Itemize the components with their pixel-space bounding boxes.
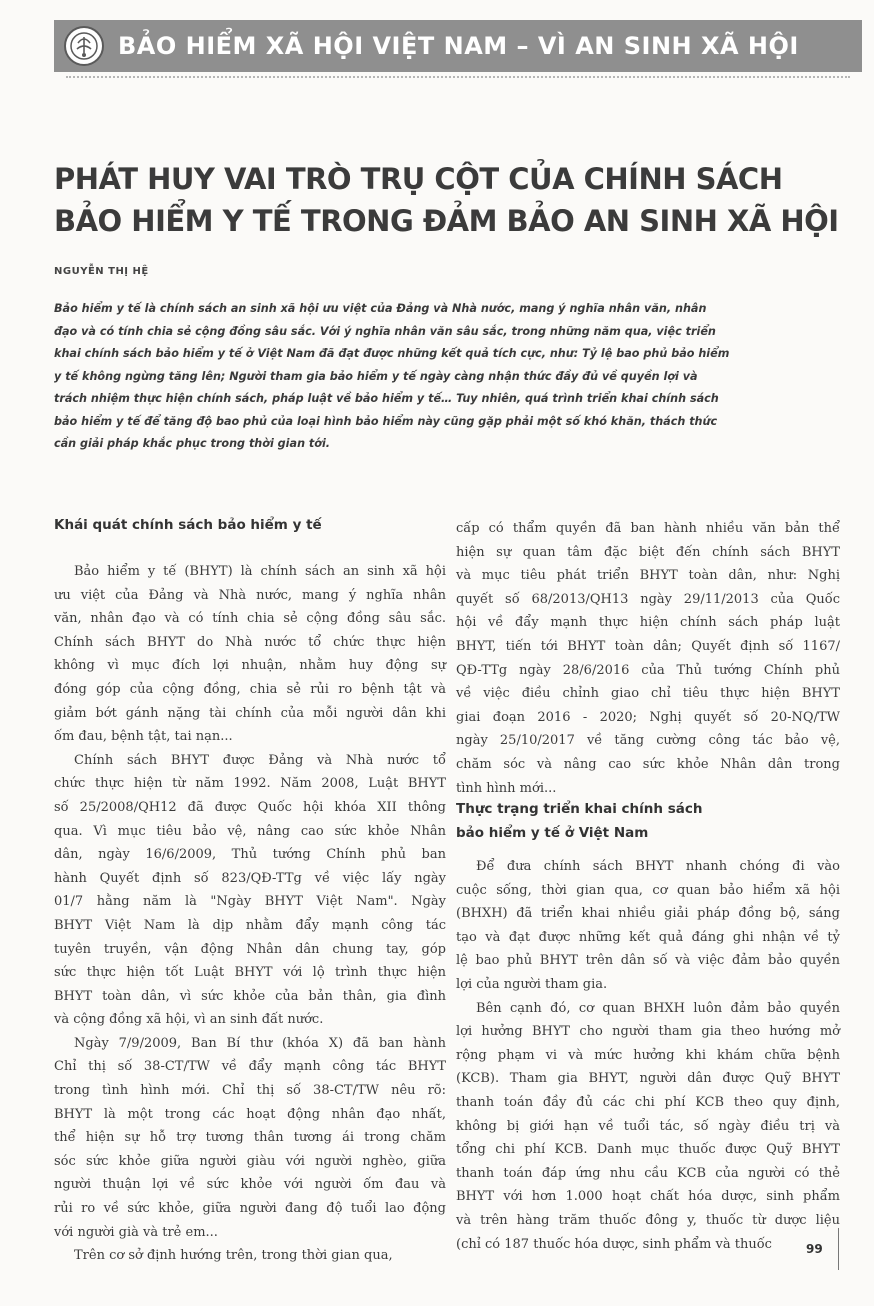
- abstract: [54, 298, 730, 456]
- abstract-line: khai chính sách bảo hiểm y tế ở Việt Nam đã đạt được những kết quả tích cực, như: Tỷ lệ bao phủ bảo hiểm: [54, 347, 730, 360]
- body-line: rộng phạm vi và mức hưởng khi khám chữa bệnh: [456, 1047, 840, 1063]
- body-line: cuộc sống, thời gian qua, cơ quan bảo hiểm xã hội: [456, 882, 840, 898]
- banner-title: BẢO HIỂM XÃ HỘI VIỆT NAM – VÌ AN SINH XÃ HỘI: [118, 32, 799, 60]
- body-line: hành Quyết định số 823/QĐ-TTg về việc lấy ngày: [54, 870, 446, 886]
- body-line: và cộng đồng xã hội, vì an sinh đất nước.: [54, 1012, 324, 1028]
- body-line: không bị giới hạn về tuổi tác, số ngày điều trị và: [456, 1118, 840, 1134]
- article-title: [54, 158, 839, 242]
- body-line: ốm đau, bệnh tật, tai nạn...: [54, 729, 233, 745]
- body-line: BHYT, tiến tới BHYT toàn dân; Quyết định số 1167/: [456, 638, 840, 654]
- body-line: lợi của người tham gia.: [456, 976, 608, 992]
- header-divider: [66, 76, 850, 78]
- abstract-line: Bảo hiểm y tế là chính sách an sinh xã hội ưu việt của Đảng và Nhà nước, mang ý nghĩa nhân văn, nhân: [54, 302, 707, 315]
- page-number: 99: [806, 1242, 823, 1256]
- body-line: với người già và trẻ em...: [54, 1224, 218, 1240]
- body-column-right-bottom: [456, 855, 840, 1256]
- body-line: thanh toán đầy đủ các chi phí KCB theo quy định,: [456, 1094, 840, 1110]
- body-line: rủi ro về sức khỏe, giữa người đang độ tuổi lao động: [54, 1201, 446, 1217]
- body-line: thanh toán đáp ứng nhu cầu KCB của người có thẻ: [456, 1165, 840, 1181]
- body-line: (KCB). Tham gia BHYT, người dân được Quỹ BHYT: [456, 1071, 840, 1087]
- body-line: người thuận lợi về sức khỏe với người ốm đau và: [54, 1177, 446, 1193]
- body-line: sức thực hiện tốt Luật BHYT với lộ trình thực hiện: [54, 965, 446, 981]
- body-line: tuyên truyền, vận động Nhân dân chung tay, góp: [54, 941, 446, 957]
- body-line: về việc điều chỉnh giao chỉ tiêu thực hiện BHYT: [456, 686, 840, 702]
- body-line: trong tình hình mới. Chỉ thị số 38-CT/TW nêu rõ:: [54, 1083, 446, 1099]
- body-line: quyết số 68/2013/QH13 ngày 29/11/2013 của Quốc: [456, 591, 840, 607]
- body-line: văn, nhân đạo và có tính chia sẻ cộng đồng sâu sắc.: [54, 611, 446, 627]
- body-line: BHYT toàn dân, vì sức khỏe của bản thân, gia đình: [54, 988, 446, 1004]
- body-line: BHYT là một trong các hoạt động nhân đạo nhất,: [54, 1106, 446, 1122]
- body-line: lợi hưởng BHYT cho người tham gia theo hướng mở: [456, 1024, 840, 1040]
- body-line: (chỉ có 187 thuốc hóa dược, sinh phẩm và thuốc: [456, 1236, 772, 1252]
- body-line: số 25/2008/QH12 đã được Quốc hội khóa XII thông: [54, 799, 446, 815]
- body-line: Bên cạnh đó, cơ quan BHXH luôn đảm bảo quyền: [476, 1000, 840, 1016]
- body-line: giảm bớt gánh nặng tài chính của mỗi người dân khi: [54, 705, 446, 721]
- abstract-line: đạo và có tính chia sẻ cộng đồng sâu sắc. Với ý nghĩa nhân văn sâu sắc, trong những năm qua, việc triển: [54, 324, 716, 338]
- body-line: Chính sách BHYT được Đảng và Nhà nước tổ: [74, 752, 446, 768]
- abstract-line: bảo hiểm y tế để tăng độ bao phủ của loại hình bảo hiểm này cũng gặp phải một số khó khăn, thách thức: [54, 414, 718, 428]
- body-line: tạo và đạt được những kết quả đáng ghi nhận về tỷ: [456, 929, 840, 945]
- body-line: Bảo hiểm y tế (BHYT) là chính sách an sinh xã hội: [74, 564, 446, 579]
- body-line: cấp có thẩm quyền đã ban hành nhiều văn bản thể: [456, 521, 840, 536]
- body-line: Chính sách BHYT do Nhà nước tổ chức thực hiện: [54, 634, 446, 650]
- body-line: ưu việt của Đảng và Nhà nước, mang ý nghĩa nhân: [54, 587, 446, 603]
- bhxh-logo-icon: [64, 26, 104, 66]
- body-line: giai đoạn 2016 - 2020; Nghị quyết số 20-NQ/TW: [456, 709, 840, 725]
- body-line: QĐ-TTg ngày 28/6/2016 của Thủ tướng Chính phủ: [456, 662, 840, 678]
- body-line: và trên hàng trăm thuốc đông y, thuốc từ dược liệu: [456, 1212, 840, 1228]
- body-line: chức thực hiện từ năm 1992. Năm 2008, Luật BHYT: [54, 776, 446, 792]
- body-line: ngày 25/10/2017 về tăng cường công tác bảo vệ,: [456, 733, 840, 749]
- title-line: BẢO HIỂM Y TẾ TRONG ĐẢM BẢO AN SINH XÃ HỘI: [54, 204, 839, 238]
- body-line: BHYT Việt Nam là dịp nhằm đẩy mạnh công tác: [54, 917, 446, 933]
- abstract-line: trách nhiệm thực hiện chính sách, pháp luật về bảo hiểm y tế… Tuy nhiên, quá trình triển khai chính sách: [54, 392, 719, 405]
- title-line: PHÁT HUY VAI TRÒ TRỤ CỘT CỦA CHÍNH SÁCH: [54, 162, 783, 196]
- body-line: Trên cơ sở định hướng trên, trong thời gian qua,: [74, 1248, 393, 1264]
- body-line: dân, ngày 16/6/2009, Thủ tướng Chính phủ ban: [54, 847, 446, 863]
- body-line: tình hình mới...: [456, 780, 557, 796]
- body-column-left: [54, 560, 446, 1268]
- section-heading-line: Thực trạng triển khai chính sách: [456, 801, 703, 817]
- body-line: chăm sóc và nâng cao sức khỏe Nhân dân trong: [456, 756, 840, 772]
- body-line: hội về đẩy mạnh thực hiện chính sách pháp luật: [456, 615, 840, 631]
- page-number-rule: [838, 1228, 839, 1270]
- body-column-right-top: [456, 517, 840, 800]
- body-line: 01/7 hằng năm là "Ngày BHYT Việt Nam". Ngày: [54, 894, 446, 910]
- section-heading-overview: Khái quát chính sách bảo hiểm y tế: [54, 517, 322, 533]
- body-line: (BHXH) đã triển khai nhiều giải pháp đồng bộ, sáng: [456, 906, 840, 922]
- body-line: qua. Vì mục tiêu bảo vệ, nâng cao sức khỏe Nhân: [54, 823, 446, 839]
- author-name: NGUYỄN THỊ HỆ: [54, 266, 149, 277]
- body-line: Ngày 7/9/2009, Ban Bí thư (khóa X) đã ban hành: [74, 1035, 446, 1051]
- body-line: thể hiện sự hỗ trợ tương thân tương ái trong chăm: [54, 1130, 446, 1146]
- body-line: lệ bao phủ BHYT trên dân số và việc đảm bảo quyền: [456, 953, 840, 969]
- abstract-line: y tế không ngừng tăng lên; Người tham gia bảo hiểm y tế ngày càng nhận thức đầy đủ về quyền lợi và: [54, 369, 698, 383]
- body-line: sóc sức khỏe giữa người giàu với người nghèo, giữa: [54, 1153, 446, 1169]
- body-line: tổng chi phí KCB. Danh mục thuốc được Quỹ BHYT: [456, 1142, 840, 1158]
- body-line: không vì mục đích lợi nhuận, nhằm huy động sự: [54, 658, 446, 674]
- body-line: Để đưa chính sách BHYT nhanh chóng đi vào: [476, 859, 840, 874]
- header-banner: [54, 20, 862, 72]
- abstract-line: cần giải pháp khắc phục trong thời gian tới.: [54, 437, 331, 450]
- body-line: hiện sự quan tâm đặc biệt đến chính sách BHYT: [456, 544, 840, 560]
- section-heading-status: [456, 797, 702, 845]
- body-line: Chỉ thị số 38-CT/TW về đẩy mạnh công tác BHYT: [54, 1059, 446, 1075]
- body-line: BHYT với hơn 1.000 hoạt chất hóa dược, sinh phẩm: [456, 1189, 840, 1205]
- section-heading-line: bảo hiểm y tế ở Việt Nam: [456, 825, 649, 841]
- body-line: đóng góp của cộng đồng, chia sẻ rủi ro bệnh tật và: [54, 681, 446, 697]
- body-line: và mục tiêu phát triển BHYT toàn dân, như: Nghị: [456, 568, 840, 584]
